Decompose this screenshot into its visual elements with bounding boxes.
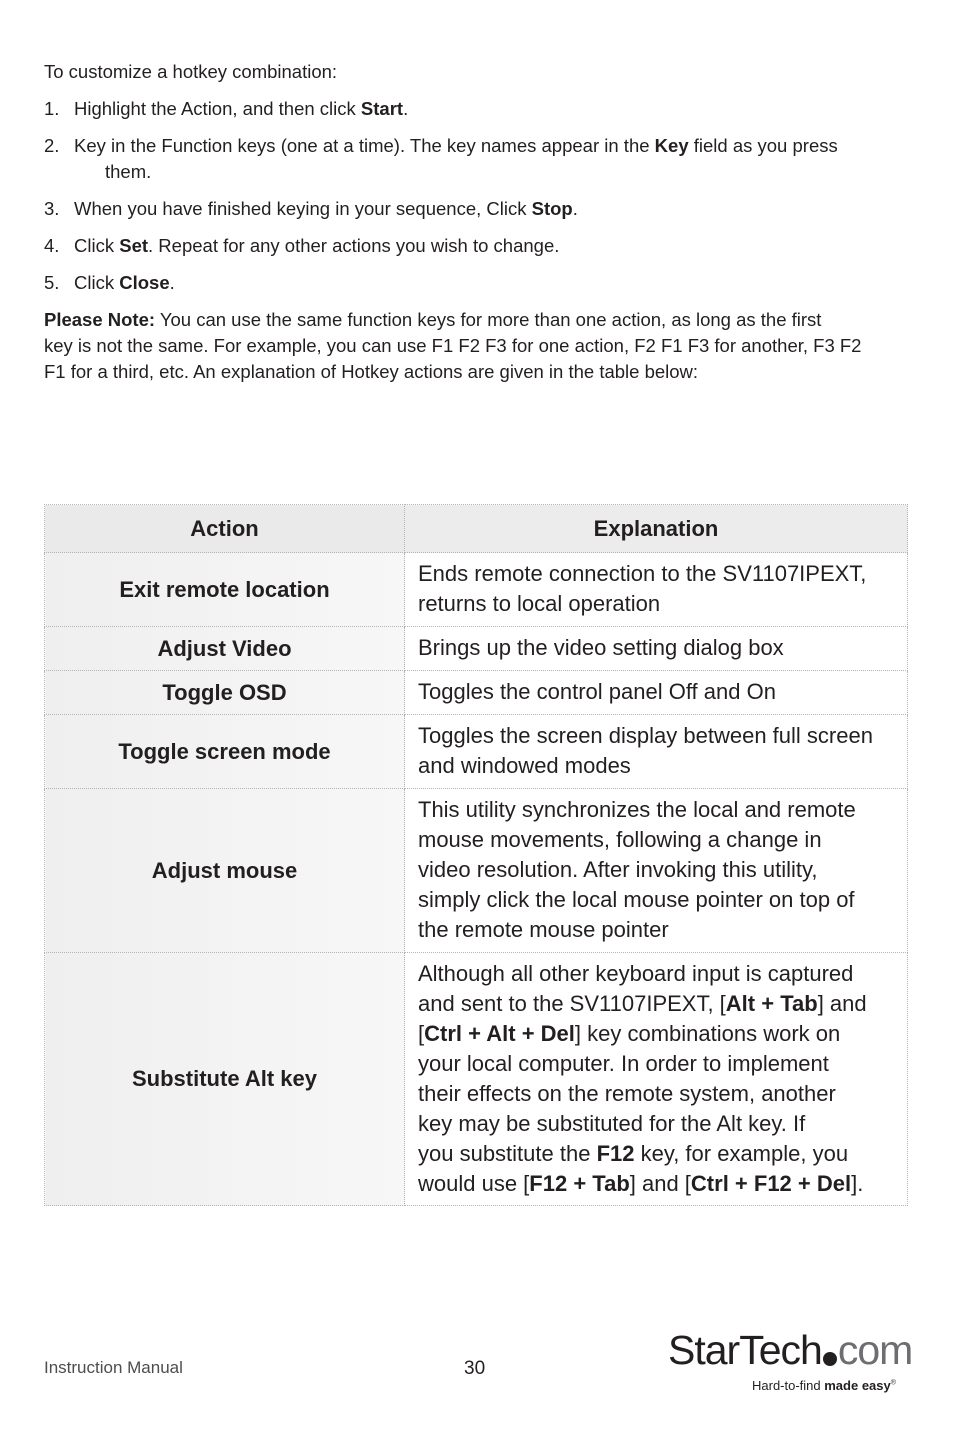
intro-text: To customize a hotkey combination: xyxy=(44,61,338,82)
action-cell: Exit remote location xyxy=(45,553,405,627)
please-note xyxy=(44,307,910,385)
step-text-end: . xyxy=(572,198,578,219)
step-number: 1. xyxy=(44,98,60,119)
action-cell: Adjust mouse xyxy=(45,789,405,953)
explanation-cell xyxy=(405,553,908,627)
key-combo: Ctrl + Alt + Del xyxy=(424,1020,575,1046)
explanation-text: key, for example, you xyxy=(634,1140,849,1166)
step-continuation: them. xyxy=(105,161,152,182)
note-label: Please Note: xyxy=(44,309,156,330)
explanation-line: Ends remote connection to the SV1107IPEXT, xyxy=(418,561,867,586)
explanation-line: simply click the local mouse pointer on top of xyxy=(418,887,855,912)
action-cell: Substitute Alt key xyxy=(45,953,405,1206)
step-text-end: field as you press xyxy=(688,135,838,156)
explanation-line: Toggles the screen display between full screen xyxy=(418,723,873,748)
explanation-text: ]. xyxy=(851,1170,864,1196)
table-row xyxy=(45,789,908,953)
step-bold: Key xyxy=(654,135,689,156)
table-row xyxy=(45,627,908,671)
step-item xyxy=(44,196,910,222)
step-item xyxy=(44,133,910,185)
registered-mark: ® xyxy=(890,1379,896,1387)
table-row xyxy=(45,715,908,789)
explanation-line: Brings up the video setting dialog box xyxy=(418,635,784,660)
step-item xyxy=(44,233,910,259)
explanation-line: video resolution. After invoking this utility, xyxy=(418,857,818,882)
explanation-line: your local computer. In order to implement xyxy=(418,1050,829,1076)
step-item xyxy=(44,270,910,296)
explanation-line: their effects on the remote system, another xyxy=(418,1080,836,1106)
footer-manual-label: Instruction Manual xyxy=(44,1358,183,1377)
logo-wordmark xyxy=(668,1328,912,1372)
explanation-text: and sent to the SV1107IPEXT, [ xyxy=(418,990,726,1016)
step-number: 5. xyxy=(44,272,60,293)
logo-dot-icon xyxy=(823,1352,837,1366)
step-bold: Close xyxy=(119,272,170,293)
key-combo: Alt + Tab xyxy=(725,990,818,1016)
step-bold: Start xyxy=(360,98,404,119)
table-row xyxy=(45,953,908,1206)
step-bold: Stop xyxy=(531,198,573,219)
step-number: 3. xyxy=(44,198,60,219)
explanation-cell xyxy=(405,789,908,953)
note-line-1: You can use the same function keys for more than one action, as long as the first xyxy=(155,309,822,330)
explanation-text: would use [ xyxy=(418,1170,530,1196)
explanation-text: ] and xyxy=(817,990,867,1016)
explanation-line: and windowed modes xyxy=(418,753,631,778)
table-row xyxy=(45,671,908,715)
logo-tagline xyxy=(752,1378,896,1393)
tagline-bold: made easy xyxy=(824,1378,891,1393)
explanation-line: Toggles the control panel Off and On xyxy=(418,679,776,704)
explanation-cell xyxy=(405,715,908,789)
explanation-line: mouse movements, following a change in xyxy=(418,827,822,852)
explanation-line: returns to local operation xyxy=(418,591,661,616)
key-combo: F12 xyxy=(596,1140,635,1166)
step-number: 2. xyxy=(44,135,60,156)
logo-com-text: com xyxy=(837,1327,913,1373)
step-text: When you have finished keying in your sequence, Click xyxy=(74,198,532,219)
note-line-3: F1 for a third, etc. An explanation of Hotkey actions are given in the table below: xyxy=(44,361,699,382)
header-action: Action xyxy=(45,505,405,553)
action-cell: Toggle screen mode xyxy=(45,715,405,789)
step-text-end: . Repeat for any other actions you wish to change. xyxy=(148,235,560,256)
step-number: 4. xyxy=(44,235,60,256)
explanation-text: ] key combinations work on xyxy=(574,1020,841,1046)
page-number: 30 xyxy=(464,1358,486,1379)
key-combo: F12 + Tab xyxy=(529,1170,630,1196)
action-cell: Adjust Video xyxy=(45,627,405,671)
explanation-cell xyxy=(405,953,908,1206)
header-explanation: Explanation xyxy=(405,505,908,553)
hotkey-table xyxy=(44,504,908,1206)
explanation-cell xyxy=(405,671,908,715)
explanation-line: key may be substituted for the Alt key. If xyxy=(418,1110,806,1136)
explanation-text: ] and [ xyxy=(629,1170,691,1196)
explanation-cell xyxy=(405,627,908,671)
explanation-line: This utility synchronizes the local and remote xyxy=(418,797,856,822)
tagline-light: Hard-to-find xyxy=(752,1378,825,1393)
table-header-row xyxy=(45,505,908,553)
instructions xyxy=(44,59,910,385)
explanation-text: [ xyxy=(418,1020,425,1046)
action-cell: Toggle OSD xyxy=(45,671,405,715)
note-line-2: key is not the same. For example, you can use F1 F2 F3 for one action, F2 F1 F3 for another, F3 F2 xyxy=(44,335,862,356)
step-bold: Set xyxy=(119,235,149,256)
step-text: Click xyxy=(74,272,120,293)
step-text: Click xyxy=(74,235,120,256)
step-item xyxy=(44,96,910,122)
explanation-line: the remote mouse pointer xyxy=(418,917,669,942)
step-text: Key in the Function keys (one at a time). The key names appear in the xyxy=(74,135,655,156)
step-text: Highlight the Action, and then click xyxy=(74,98,361,119)
startech-logo xyxy=(668,1328,912,1398)
key-combo: Ctrl + F12 + Del xyxy=(690,1170,852,1196)
steps-list xyxy=(44,96,910,296)
explanation-text: you substitute the xyxy=(418,1140,597,1166)
explanation-line: Although all other keyboard input is captured xyxy=(418,960,854,986)
step-text-end: . xyxy=(403,98,409,119)
step-text-end: . xyxy=(169,272,175,293)
logo-star-text: StarTech xyxy=(668,1327,822,1373)
table-row xyxy=(45,553,908,627)
